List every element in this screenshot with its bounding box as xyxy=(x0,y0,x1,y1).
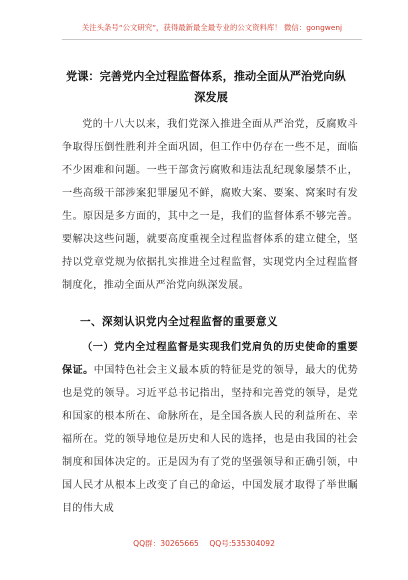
paragraph-lead: （一）党内全过程监督是实现我们党肩负的历史使命的重要保证。 xyxy=(62,342,358,376)
paragraph-body: 中国特色社会主义最本质的特征是党的领导，最大的优势也是党的领导。习近平总书记指出，坚持和完善党的领导，是党和国家的根本所在、命脉所在，是全国各族人民的利益所在、幸福所在。党的领导地位是历史和人民的选择，也是由我国的社会制度和国体决定的。正是因为有了党的坚强领导和正确引领，中国人民才从根本上改变了自己的命运，中国发展才取得了举世瞩目的伟大成 xyxy=(62,365,358,514)
intro-paragraph: 党的十八大以来，我们党深入推进全面从严治党，反腐败斗争取得压倒性胜利并全面巩固，但工作中仍存在一些不足，面临不少困难和问题。一些干部贪污腐败和违法乱纪现象屡禁不止，一些高级干部涉案犯罪屡见不鲜，腐败大案、要案、窝案时有发生。原因是多方面的，其中之一是，我们的监督体系不够完善。要解决这些问题，就要高度重视全过程监督体系的建立健全，坚持以党章党规为依据扎实推进全过程监督，实现党内全过程监督制度化，推动全面从严治党向纵深发展。 xyxy=(62,119,358,291)
footer-qq-group: QQ群：30265665 xyxy=(133,539,199,548)
footer-qq: QQ号:535304092 xyxy=(209,539,275,548)
footer xyxy=(0,538,408,549)
document-title xyxy=(66,66,356,108)
title-line-1: 党课：完善党内全过程监督体系，推动全面从严治党向纵 xyxy=(66,69,346,83)
header-banner: 关注头条号“公文研究”，获得最新最全最专业的公文资料库！ 微信：gongwenj xyxy=(62,22,362,40)
section-heading: 一、深刻认识党内全过程监督的重要意义 xyxy=(80,316,278,328)
body-paragraph xyxy=(62,336,358,520)
title-line-2: 深发展 xyxy=(194,90,228,104)
